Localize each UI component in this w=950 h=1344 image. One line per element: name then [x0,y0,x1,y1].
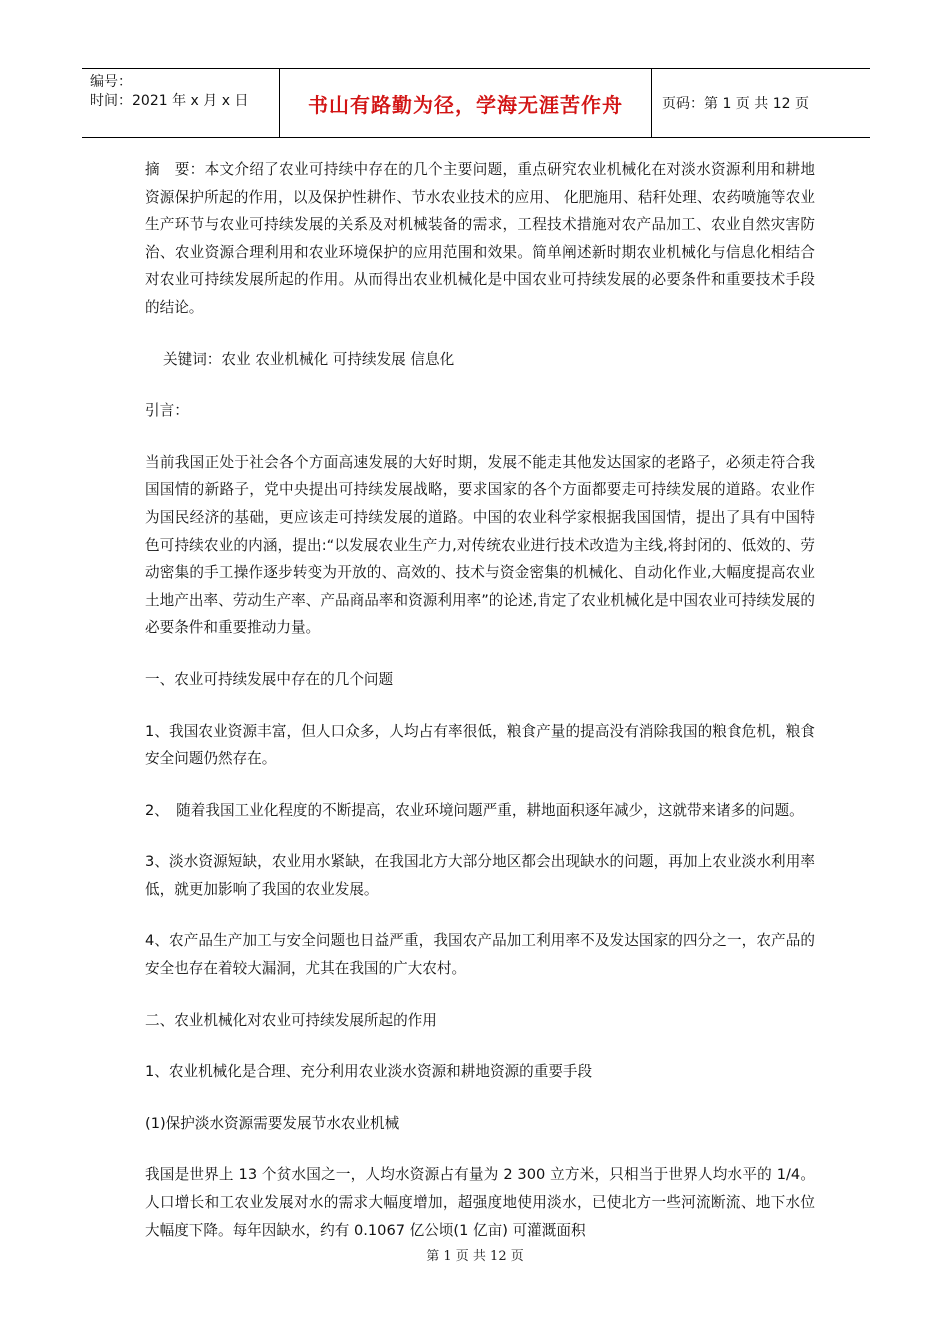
page-footer: 第 1 页 共 12 页 [426,1249,524,1264]
section-2-heading: 二、农业机械化对农业可持续发展所起的作用 [145,1011,437,1029]
intro-heading: 引言： [145,402,189,420]
keywords-line: 关键词：农业 农业机械化 可持续发展 信息化 [163,350,455,368]
problem-item-1: 1、我国农业资源丰富，但人口众多，人均占有率很低，粮食产量的提高没有消除我国的粮食危机，粮食安全问题仍然存在。 [145,722,815,768]
header-motto-cell [280,69,652,137]
subsection-1-heading: 1、农业机械化是合理、充分利用农业淡水资源和耕地资源的重要手段 [145,1063,593,1081]
water-resource-paragraph: 我国是世界上 13 个贫水国之一，人均水资源占有量为 2 300 立方米，只相当于世界人均水平的 1/4。人口增长和工农业发展对水的需求大幅度增加，超强度地使用淡水，已使北方一些河流断流、地下水位大幅度下降。每年因缺水，约有 0.1067 亿公顷(1 亿亩) 可灌溉面积 [145,1166,815,1239]
section-1-heading: 一、农业可持续发展中存在的几个问题 [145,670,394,688]
document-header [82,68,870,138]
header-meta [82,69,280,137]
header-page-info: 页码：第 1 页 共 12 页 [662,96,809,112]
problem-item-4: 4、农产品生产加工与安全问题也日益严重，我国农产品加工利用率不及发达国家的四分之一，农产品的安全也存在着较大漏洞，尤其在我国的广大农村。 [145,932,815,978]
intro-paragraph: 当前我国正处于社会各个方面高速发展的大好时期，发展不能走其他发达国家的老路子，必须走符合我国国情的新路子，党中央提出可持续发展战略，要求国家的各个方面都要走可持续发展的道路。农业作为国民经济的基础，更应该走可持续发展的道路。中国的农业科学家根据我国国情，提出了具有中国特色可持续农业的内涵，提出:“以发展农业生产力,对传统农业进行技术改造为主线,将封闭的、低效的、劳动密集的手工操作逐步转变为开放的、高效的、技术与资金密集的机械化、自动化作业,大幅度提高农业土地产出率、劳动生产率、产品商品率和资源利用率”的论述,肯定了农业机械化是中国农业可持续发展的必要条件和重要推动力量。 [145,453,815,637]
problem-item-3: 3、淡水资源短缺，农业用水紧缺，在我国北方大部分地区都会出现缺水的问题，再加上农业淡水利用率低，就更加影响了我国的农业发展。 [145,853,815,898]
problem-item-2: 2、 随着我国工业化程度的不断提高，农业环境问题严重，耕地面积逐年减少，这就带来诸多的问题。 [145,801,804,819]
document-date-label: 时间：2021 年 x 月 x 日 [90,93,249,109]
header-motto: 书山有路勤为径，学海无涯苦作舟 [308,92,623,117]
subsection-1a-heading: (1)保护淡水资源需要发展节水农业机械 [145,1114,400,1132]
abstract-paragraph: 摘 要：本文介绍了农业可持续中存在的几个主要问题，重点研究农业机械化在对淡水资源利用和耕地资源保护所起的作用，以及保护性耕作、节水农业技术的应用、 化肥施用、秸秆处理、农药喷施等农业生产环节与农业可持续发展的关系及对机械装备的需求，工程技术措施对农产品加工、农业自然灾害防治、农业资源合理利用和农业环境保护的应用范围和效果。简单阐述新时期农业机械化与信息化相结合对农业可持续发展所起的作用。从而得出农业机械化是中国农业可持续发展的必要条件和重要技术手段的结论。 [145,161,815,316]
document-number-label: 编号： [90,74,132,90]
document-body [145,156,815,1268]
